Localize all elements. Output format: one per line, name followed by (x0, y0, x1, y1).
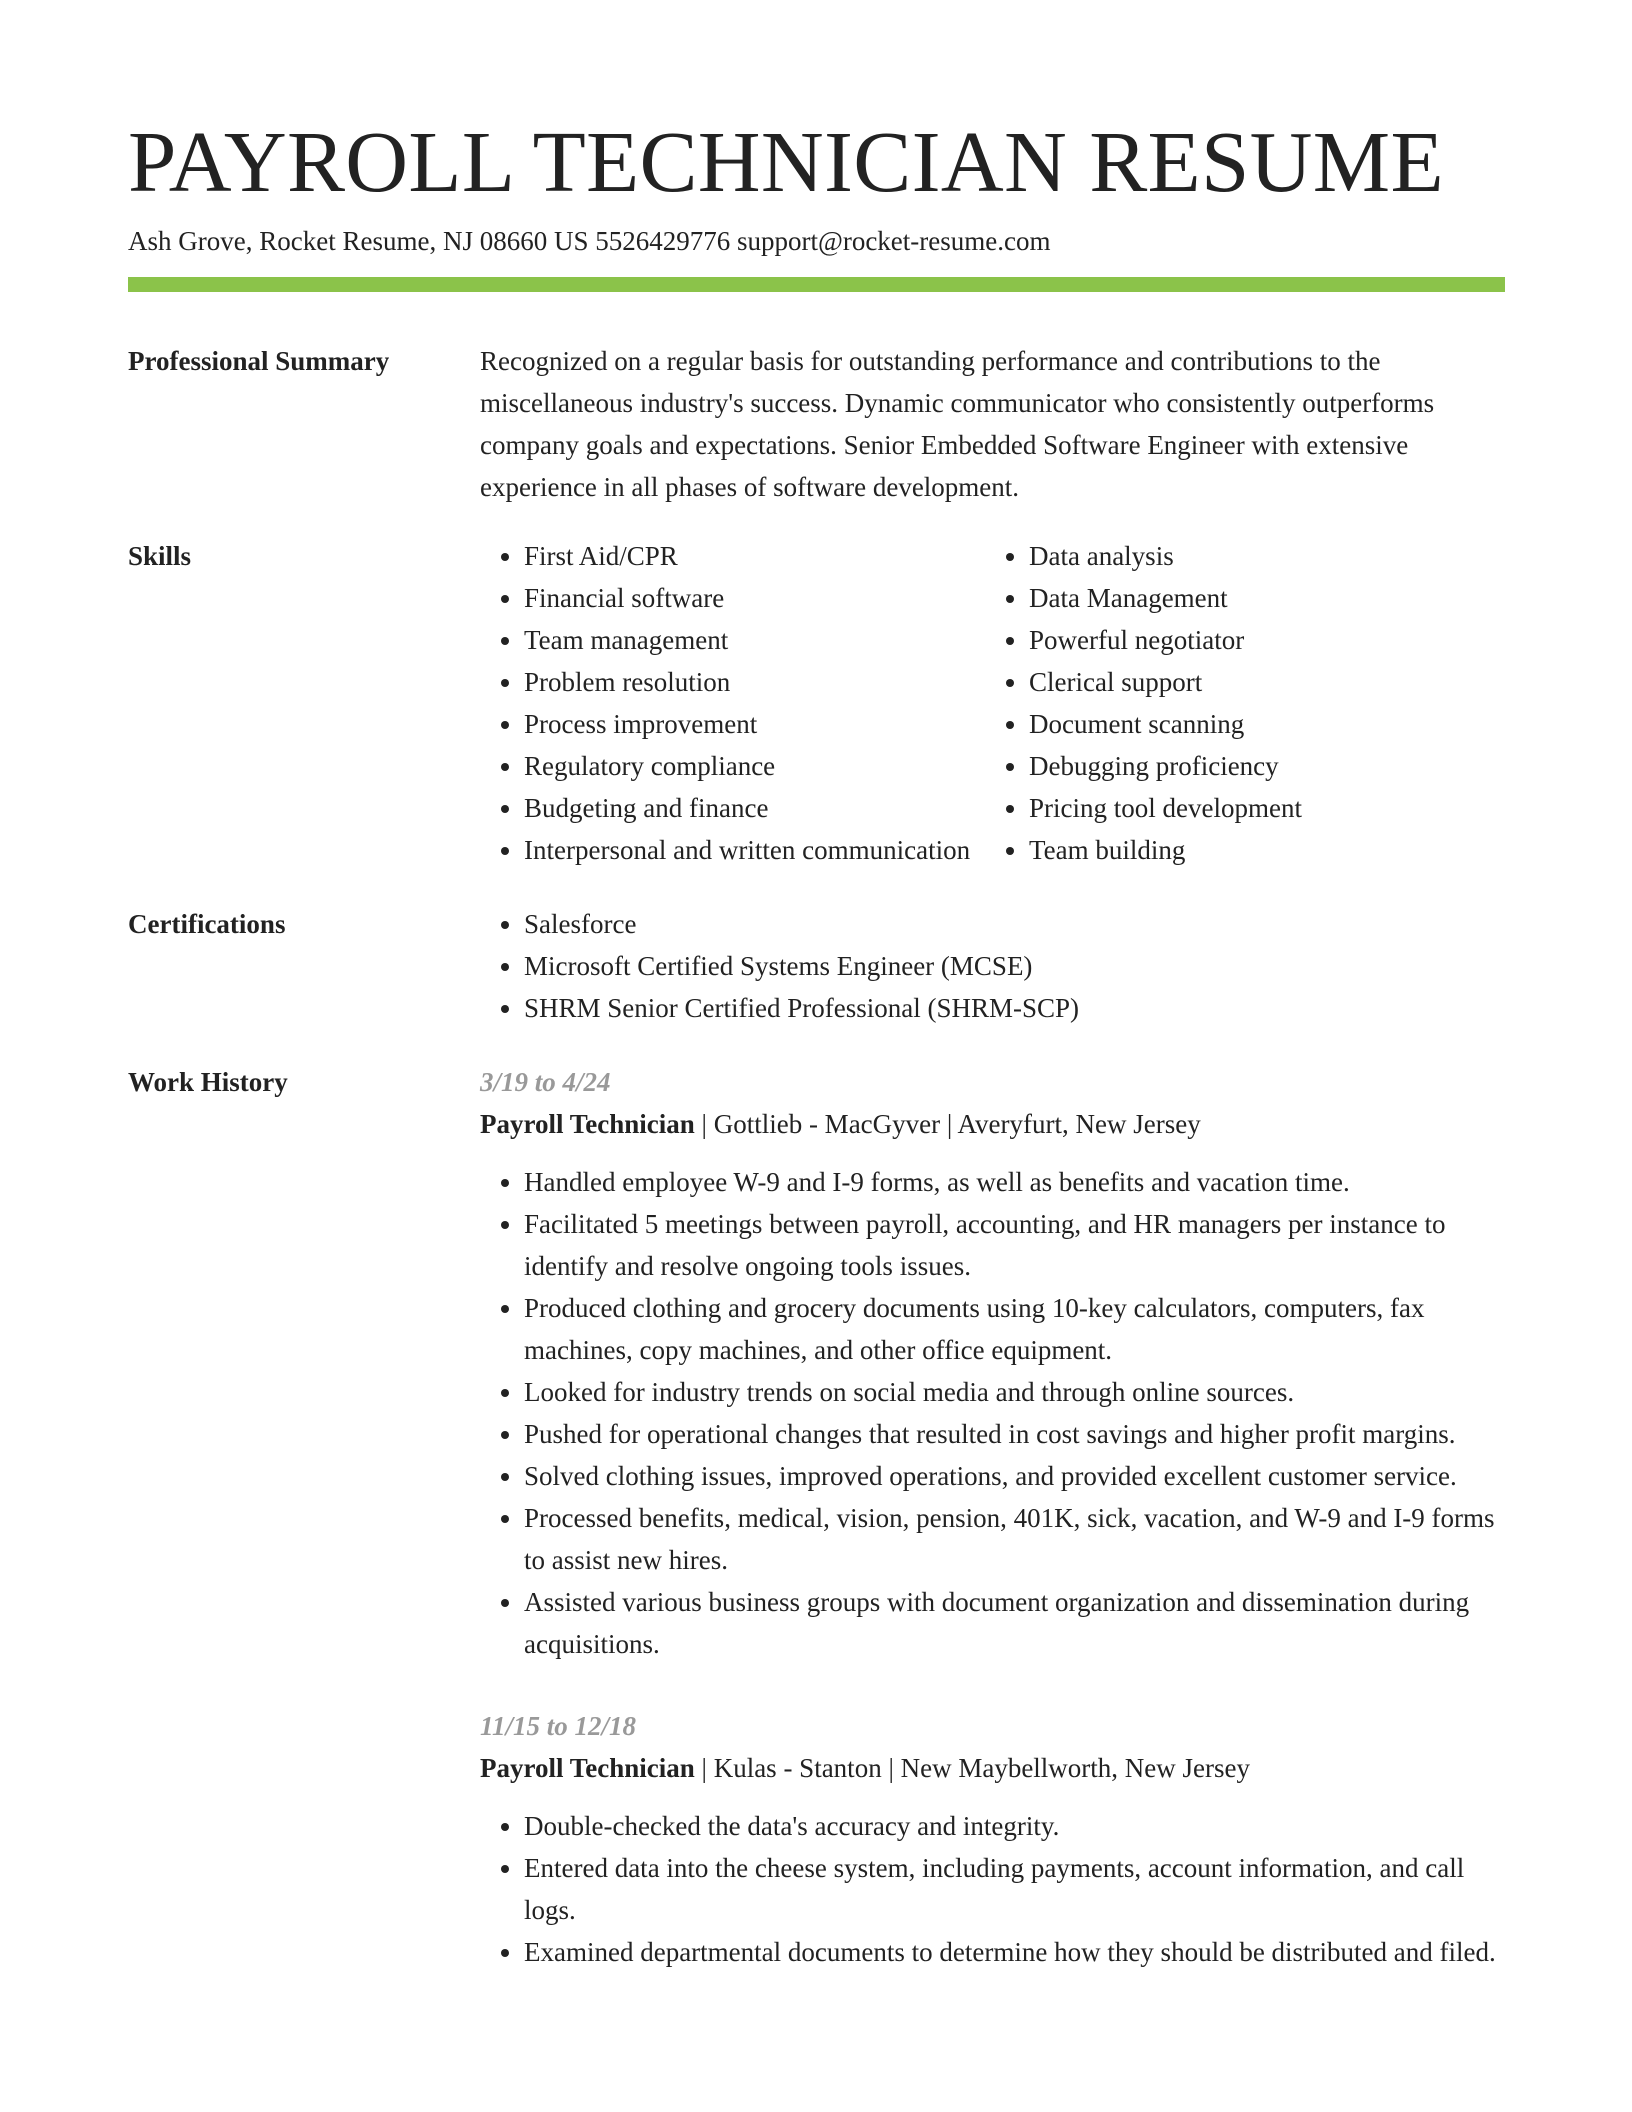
summary-text: Recognized on a regular basis for outstanding performance and contributions to the miscellaneous industry's success. Dynamic communicator who consistently outperforms company goals and expectations. Senior Embedded Software Engineer with extensive experience in all phases of software development. (480, 346, 1435, 503)
skill-item: • Debugging proficiency (1029, 745, 1445, 787)
work-history-section (128, 1061, 1505, 1973)
contact-address: Ash Grove, Rocket Resume, NJ 08660 US (128, 226, 589, 256)
skill-item: • First Aid/CPR (524, 535, 985, 577)
job-bullet: • Looked for industry trends on social media and through online sources. (524, 1371, 1505, 1413)
job-title: Payroll Technician (480, 1753, 695, 1784)
skill-item: • Data Management (1029, 577, 1445, 619)
summary-heading: Professional Summary (128, 346, 390, 377)
work-history-body (480, 1061, 1505, 1973)
skill-item: • Problem resolution (524, 661, 985, 703)
job-bullet: • Handled employee W-9 and I-9 forms, as well as benefits and vacation time. (524, 1161, 1505, 1203)
skill-item: • Data analysis (1029, 535, 1445, 577)
job-dates: 3/19 to 4/24 (480, 1067, 611, 1098)
skill-item: • Team management (524, 619, 985, 661)
job-title: Payroll Technician (480, 1109, 695, 1140)
job-details: | Kulas - Stanton | New Maybellworth, New Jersey (694, 1753, 1250, 1784)
summary-body (480, 340, 1505, 508)
skill-item: • Powerful negotiator (1029, 619, 1445, 661)
resume-page (128, 0, 1505, 1973)
job-bullet: • Entered data into the cheese system, including payments, account information, and call logs. (524, 1847, 1505, 1931)
skills-list-left (480, 535, 985, 871)
contact-phone: 5526429776 (595, 226, 731, 256)
skill-item: • Financial software (524, 577, 985, 619)
job-details: | Gottlieb - MacGyver | Averyfurt, New Jersey (694, 1109, 1201, 1140)
job-entry (480, 1061, 1505, 1665)
job-entry (480, 1705, 1505, 1973)
job-bullet: • Solved clothing issues, improved operations, and provided excellent customer service. (524, 1455, 1505, 1497)
skill-item: • Interpersonal and written communication (524, 829, 985, 871)
job-bullets (480, 1805, 1505, 1973)
work-history-heading: Work History (128, 1067, 288, 1098)
job-header (480, 1103, 1505, 1145)
certifications-body (480, 903, 1505, 1029)
job-dates: 11/15 to 12/18 (480, 1711, 637, 1742)
skills-grid (480, 535, 1505, 871)
skills-section (128, 535, 1505, 871)
job-bullet: • Assisted various business groups with document organization and dissemination during acquisitions. (524, 1581, 1505, 1665)
summary-section (128, 340, 1505, 508)
skill-item: • Process improvement (524, 703, 985, 745)
skill-item: • Team building (1029, 829, 1445, 871)
certifications-section (128, 903, 1505, 1029)
skill-item: • Document scanning (1029, 703, 1445, 745)
job-bullet: • Pushed for operational changes that resulted in cost savings and higher profit margins. (524, 1413, 1505, 1455)
certification-item: • SHRM Senior Certified Professional (SHRM-SCP) (524, 987, 1505, 1029)
contact-email[interactable]: support@rocket-resume.com (736, 226, 1051, 256)
resume-title: PAYROLL TECHNICIAN RESUME (128, 113, 1444, 210)
skills-list-right (985, 535, 1445, 871)
job-bullet: • Processed benefits, medical, vision, pension, 401K, sick, vacation, and W-9 and I-9 forms to assist new hires. (524, 1497, 1505, 1581)
certification-item: • Microsoft Certified Systems Engineer (MCSE) (524, 945, 1505, 987)
skills-heading: Skills (128, 541, 192, 572)
certifications-heading: Certifications (128, 909, 286, 940)
job-bullet: • Facilitated 5 meetings between payroll, accounting, and HR managers per instance to identify and resolve ongoing tools issues. (524, 1203, 1505, 1287)
job-bullet: • Double-checked the data's accuracy and integrity. (524, 1805, 1505, 1847)
skill-item: • Pricing tool development (1029, 787, 1445, 829)
header-accent-rule (128, 277, 1505, 292)
contact-line (128, 225, 1505, 257)
job-bullet: • Produced clothing and grocery documents using 10-key calculators, computers, fax machines, copy machines, and other office equipment. (524, 1287, 1505, 1371)
skill-item: • Regulatory compliance (524, 745, 985, 787)
job-bullet: • Examined departmental documents to determine how they should be distributed and filed. (524, 1931, 1505, 1973)
job-bullets (480, 1161, 1505, 1665)
skill-item: • Clerical support (1029, 661, 1445, 703)
job-header (480, 1747, 1505, 1789)
skill-item: • Budgeting and finance (524, 787, 985, 829)
certification-item: • Salesforce (524, 903, 1505, 945)
certifications-list (480, 903, 1505, 1029)
